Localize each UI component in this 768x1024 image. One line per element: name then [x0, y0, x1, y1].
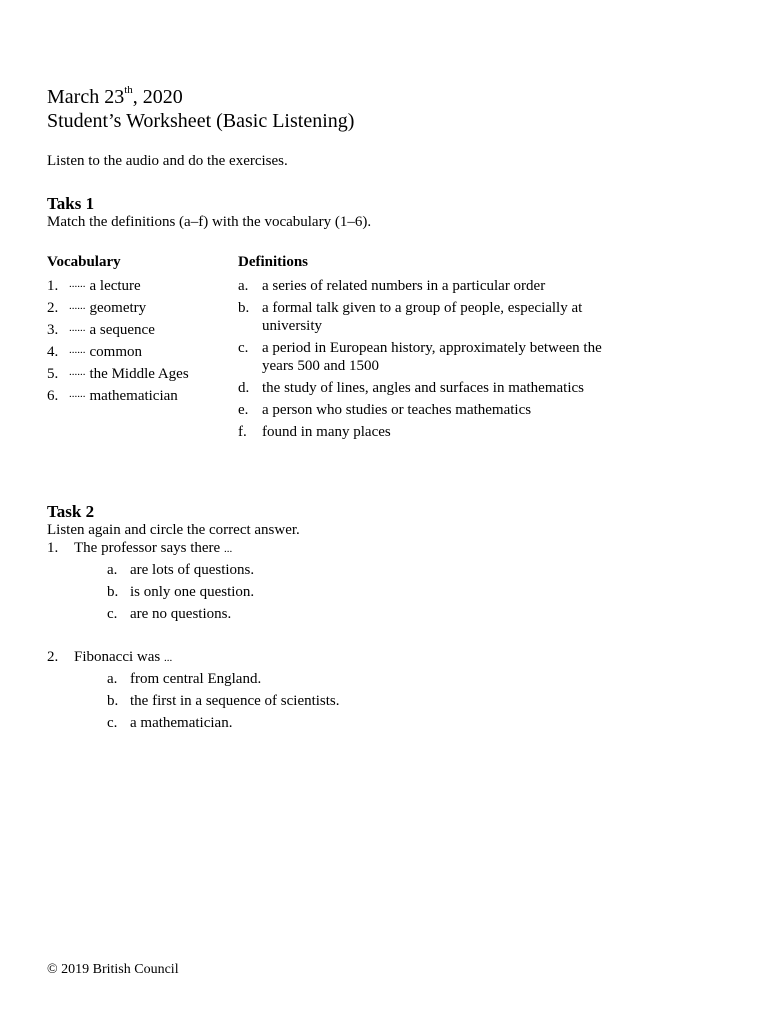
copyright-footer: © 2019 British Council [47, 962, 179, 977]
definition-item: f. found in many places [238, 424, 391, 440]
vocab-item: 6. ...... mathematician [47, 388, 178, 404]
answer-option[interactable]: b. is only one question. [107, 584, 255, 600]
definition-item: a. a series of related numbers in a particular order [238, 278, 546, 294]
definition-item: b. a formal talk given to a group of people, especially at [238, 300, 583, 316]
task1-instruction: Match the definitions (a–f) with the vocabulary (1–6). [47, 214, 372, 230]
answer-option[interactable]: a. are lots of questions. [107, 562, 255, 578]
definition-continuation: years 500 and 1500 [262, 358, 380, 374]
task2-instruction: Listen again and circle the correct answer. [47, 522, 300, 538]
vocab-item: 4. ...... common [47, 344, 142, 360]
answer-blank[interactable]: ...... [69, 278, 86, 290]
question: 2. Fibonacci was ... [47, 649, 173, 665]
answer-blank[interactable]: ...... [69, 366, 86, 378]
general-instruction: Listen to the audio and do the exercises. [47, 153, 288, 169]
worksheet-title: Student’s Worksheet (Basic Listening) [47, 110, 355, 132]
vocab-item: 3. ...... a sequence [47, 322, 155, 338]
definition-item: c. a period in European history, approximately between the [238, 340, 602, 356]
question: 1. The professor says there ... [47, 540, 233, 556]
task1-heading: Taks 1 [47, 194, 95, 213]
answer-option[interactable]: c. a mathematician. [107, 715, 233, 731]
vocab-item: 2. ...... geometry [47, 300, 147, 316]
answer-option[interactable]: b. the first in a sequence of scientists. [107, 693, 340, 709]
answer-blank[interactable]: ...... [69, 322, 86, 334]
task2-heading: Task 2 [47, 502, 95, 521]
definition-item: e. a person who studies or teaches mathematics [238, 402, 532, 418]
vocab-item: 1. ...... a lecture [47, 278, 141, 294]
vocabulary-heading: Vocabulary [47, 254, 121, 270]
definition-item: d. the study of lines, angles and surfaces in mathematics [238, 380, 584, 396]
answer-option[interactable]: c. are no questions. [107, 606, 232, 622]
vocab-item: 5. ...... the Middle Ages [47, 366, 189, 382]
definitions-heading: Definitions [238, 254, 309, 270]
answer-option[interactable]: a. from central England. [107, 671, 262, 687]
answer-blank[interactable]: ...... [69, 300, 86, 312]
answer-blank[interactable]: ...... [69, 388, 86, 400]
definition-continuation: university [262, 318, 322, 334]
answer-blank[interactable]: ...... [69, 344, 86, 356]
worksheet-date: March 23th, 2020 [47, 84, 183, 108]
